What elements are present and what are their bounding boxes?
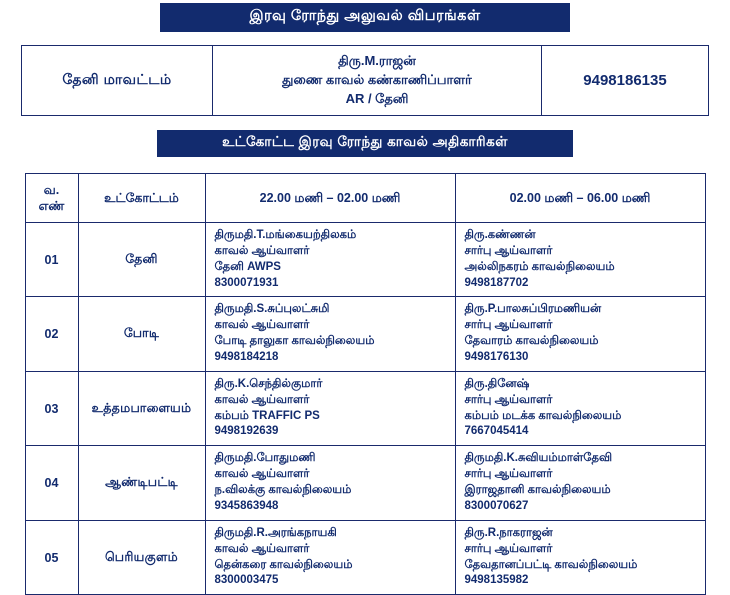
officer-station: தேவதானப்பட்டி காவல்நிலையம் [464,558,638,571]
officer-rank: துணை காவல் கண்காணிப்பாளர் [282,71,472,87]
row-subdivision: ஆண்டிபட்டி [78,446,205,520]
officer-unit: AR / தேனி [345,90,409,106]
officer-phone: 9498187702 [464,276,529,289]
officer-name: திருமதி.R.அரங்கநாயகி [214,526,337,539]
officer-rank: சார்பு ஆய்வாளர் [464,319,553,332]
row-sno: 04 [25,446,78,520]
table-header-row [25,173,705,223]
table-row [25,520,705,594]
column-header-shift1: 22.00 மணி – 02.00 மணி [205,173,455,223]
officer-name: திருமதி.S.சுப்புலட்சுமி [214,303,330,316]
officer-rank: காவல் ஆய்வாளர் [214,393,310,406]
officer-name: திரு.தினேஷ் [464,377,530,390]
row-sno: 01 [25,223,78,297]
officer-name: திருமதி.K.சுவியம்மாள்தேவி [464,452,613,465]
table-row [25,371,705,445]
table-row [25,297,705,371]
officer-phone: 9345863948 [214,499,279,512]
officer-name: திருமதி.போதுமணி [214,452,316,465]
officer-name: திரு.கண்ணன் [464,229,536,242]
officer-phone: 8300071931 [214,276,279,289]
officer-phone: 9498186135 [542,46,709,116]
officer-station: கம்பம் TRAFFIC PS [214,409,320,422]
officer-name: திரு.K.செந்தில்குமார் [214,377,323,390]
officer-phone: 8300003475 [214,574,279,587]
officer-phone: 9498184218 [214,351,279,364]
officer-station: இராஜதானி காவல்நிலையம் [464,484,611,497]
row-shift2-officer [455,297,705,371]
officer-rank: காவல் ஆய்வாளர் [214,244,310,257]
row-shift1-officer [205,223,455,297]
officer-rank: சார்பு ஆய்வாளர் [464,244,553,257]
officer-phone: 9498135982 [464,574,529,587]
officer-name: திருமதி.T.மங்கையற்திலகம் [214,229,357,242]
row-shift1-officer [205,520,455,594]
officer-name: திரு.P.பாலசுப்பிரமணியன் [464,303,602,316]
section-title-banner: உட்கோட்ட இரவு ரோந்து காவல் அதிகாரிகள் [157,130,573,157]
row-shift1-officer [205,371,455,445]
row-shift2-officer [455,520,705,594]
page-title-banner: இரவு ரோந்து அலுவல் விபரங்கள் [160,3,570,32]
row-subdivision: போடி [78,297,205,371]
officer-station: அல்லிநகரம் காவல்நிலையம் [464,260,615,273]
row-subdivision: உத்தமபாளையம் [78,371,205,445]
officer-phone: 9498176130 [464,351,529,364]
column-header-sno [25,173,78,223]
column-header-subdivision: உட்கோட்டம் [78,173,205,223]
officer-rank: காவல் ஆய்வாளர் [214,542,310,555]
row-shift2-officer [455,371,705,445]
row-subdivision: பெரியகுளம் [78,520,205,594]
row-subdivision: தேனி [78,223,205,297]
officer-station: கம்பம் மடக்க காவல்நிலையம் [464,409,622,422]
column-header-sno-line1: வ. [43,182,60,197]
officer-station: தேவாரம் காவல்நிலையம் [464,335,599,348]
column-header-shift2: 02.00 மணி – 06.00 மணி [455,173,705,223]
row-shift1-officer [205,297,455,371]
officer-phone: 8300070627 [464,499,529,512]
row-sno: 03 [25,371,78,445]
officer-phone: 7667045414 [464,425,529,438]
officer-rank: சார்பு ஆய்வாளர் [464,468,553,481]
table-row [25,446,705,520]
row-shift2-officer [455,223,705,297]
row-shift1-officer [205,446,455,520]
officer-rank: காவல் ஆய்வாளர் [214,468,310,481]
officer-details [213,46,542,116]
night-patrol-table [25,173,706,595]
document-page [0,3,730,594]
row-sno: 05 [25,520,78,594]
officer-rank: காவல் ஆய்வாளர் [214,319,310,332]
table-row [22,46,709,116]
district-name: தேனி மாவட்டம் [22,46,213,116]
officer-name: திரு.M.ராஜன் [338,53,416,68]
officer-rank: சார்பு ஆய்வாளர் [464,393,553,406]
officer-name: திரு.R.நாகராஜன் [464,526,553,539]
officer-station: தேனி AWPS [214,260,281,273]
row-shift2-officer [455,446,705,520]
officer-phone: 9498192639 [214,425,279,438]
row-sno: 02 [25,297,78,371]
district-officer-table [21,45,709,116]
column-header-sno-line2: எண் [38,198,65,213]
officer-station: தென்கரை காவல்நிலையம் [214,558,353,571]
officer-rank: சார்பு ஆய்வாளர் [464,542,553,555]
officer-station: போடி தாலுகா காவல்நிலையம் [214,335,375,348]
officer-station: ந.விலக்கு காவல்நிலையம் [214,484,352,497]
table-row [25,223,705,297]
